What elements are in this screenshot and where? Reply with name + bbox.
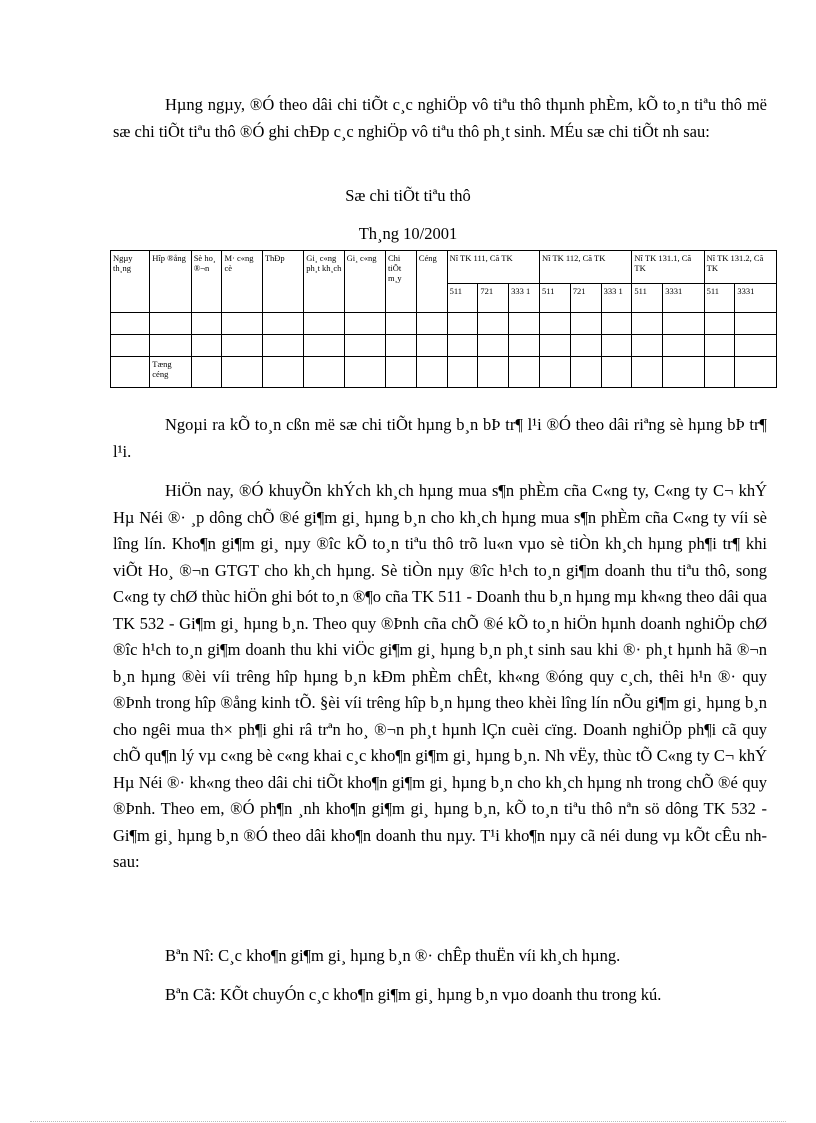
page-divider <box>30 1121 786 1122</box>
table-total-row <box>111 357 777 388</box>
header-price-list: ThÐp <box>262 251 303 313</box>
header-detail: Chi tiÕt m¸y <box>385 251 416 313</box>
header-date: Ngµy th¸ng <box>111 251 150 313</box>
sub-tk1312-511: 511 <box>704 284 735 313</box>
sales-detail-ledger-table <box>110 250 777 388</box>
sub-tk1311-3331: 3331 <box>663 284 704 313</box>
header-contract: Hîp ®ång <box>150 251 191 313</box>
sub-tk1311-511: 511 <box>632 284 663 313</box>
header-tk111: Nî TK 111, Cã TK <box>447 251 539 284</box>
debit-line: Bªn Nî: C¸c kho¶n gi¶m gi¸ hµng b¸n ®· chÊp thuËn víi kh¸ch hµng. <box>165 946 621 965</box>
sub-tk111-721: 721 <box>478 284 509 313</box>
table-row <box>111 335 777 357</box>
sub-tk112-721: 721 <box>570 284 601 313</box>
intro-paragraph: Hµng ngµy, ®Ó theo dâi chi tiÕt c¸c nghiÖp vô tiªu thô thµnh phÈm, kÕ to¸n tiªu thô më sæ chi tiÕt tiªu thô ®Ó ghi chÐp c¸c nghiÖp vô tiªu thô ph¸t sinh. MÉu sæ chi tiÕt nh sau: <box>113 95 767 141</box>
ledger-month: Th¸ng 10/2001 <box>358 224 458 243</box>
header-tk1312: Nî TK 131.2, Cã TK <box>704 251 776 284</box>
discount-paragraph: HiÖn nay, ®Ó khuyÕn khÝch kh¸ch hµng mua s¶n phÈm cña C«ng ty, C«ng ty C¬ khÝ Hµ Néi ®· ¸p dông chÕ ®é gi¶m gi¸ hµng b¸n cho kh¸ch hµng mua s¶n phÈm cña C«ng ty víi sè lîng lín. Kho¶n gi¶m gi¸ nµy ®îc kÕ to¸n tiªu thô trõ lu«n vµo sè tiÒn kh¸ch hµng ph¶i tr¶ khi viÕt Ho¸ ®¬n GTGT cho kh¸ch hµng. Sè tiÒn nµy ®îc h¹ch to¸n gi¶m doanh thu tiªu thô, song C«ng ty chØ thùc hiÖn ghi bót to¸n ®¶o cña TK 511 - Doanh thu b¸n hµng mµ kh«ng theo dâi qua TK 532 - Gi¶m gi¸ hµng b¸n. Theo quy ®Þnh cña chÕ ®é kÕ to¸n hiÖn hµnh doanh nghiÖp chØ ®îc h¹ch to¸n gi¶m doanh thu khi viÖc gi¶m gi¸ hµng b¸n ph¸t sinh sau khi ®· ph¸t hµnh hã ®¬n b¸n hµng ®èi víi trêng hîp hµng b¸n kÐm phÈm chÊt, kh«ng ®óng quy c¸ch, thêi h¹n ®· quy ®Þnh trong hîp ®ång kinh tÕ. §èi víi trêng hîp b¸n hµng theo khèi lîng lín nÕu gi¶m gi¸ hµng b¸n cho ngêi mua th× ph¶i ghi râ trªn ho¸ ®¬n ph¸t hµnh lÇn cuèi cïng. Doanh nghiÖp ph¶i cã quy chÕ qu¶n lý vµ c«ng bè c«ng khai c¸c kho¶n gi¶m gi¸ hµng b¸n. Nh vËy, thùc tÕ C«ng ty C¬ khÝ Hµ Néi ®· kh«ng theo dâi chi tiÕt kho¶n gi¶m gi¸ hµng b¸n cho kh¸ch hµng nh trong chÕ ®é quy ®Þnh. Theo em, ®Ó ph¶n ¸nh kho¶n gi¶m gi¸ hµng b¸n, kÕ to¸n tiªu thô nªn sö dông TK 532 - Gi¶m gi¸ hµng b¸n ®Ó theo dâi kho¶n doanh thu nµy. T¹i kho¶n nµy cã néi dung vµ kÕt cÊu nh sau: <box>113 481 767 871</box>
header-invoice-number: Sè ho¸ ®¬n <box>191 251 222 313</box>
header-selling-price: Gi¸ c«ng ph¸t kh¸ch <box>304 251 344 313</box>
sub-tk112-511: 511 <box>540 284 571 313</box>
sub-tk111-3331: 333 1 <box>509 284 540 313</box>
table-row <box>111 313 777 335</box>
header-company-code: M· c«ng cè <box>222 251 262 313</box>
sub-tk111-511: 511 <box>447 284 478 313</box>
credit-line: Bªn Cã: KÕt chuyÓn c¸c kho¶n gi¶m gi¸ hµng b¸n vµo doanh thu trong kú. <box>165 985 662 1004</box>
header-cost-price: Gi¸ c«ng <box>344 251 385 313</box>
ledger-title: Sæ chi tiÕt tiªu thô <box>345 186 471 205</box>
header-tk112: Nî TK 112, Cã TK <box>540 251 632 284</box>
sub-tk112-3331: 333 1 <box>601 284 632 313</box>
total-label: Tæng céng <box>150 357 191 388</box>
header-tk1311: Nî TK 131.1, Cã TK <box>632 251 704 284</box>
sub-tk1312-3331: 3331 <box>735 284 777 313</box>
returns-paragraph: Ngoµi ra kÕ to¸n cßn më sæ chi tiÕt hµng b¸n bÞ tr¶ l¹i ®Ó theo dâi riªng sè hµng bÞ tr¶ l¹i. <box>113 415 767 461</box>
header-total: Céng <box>416 251 447 313</box>
